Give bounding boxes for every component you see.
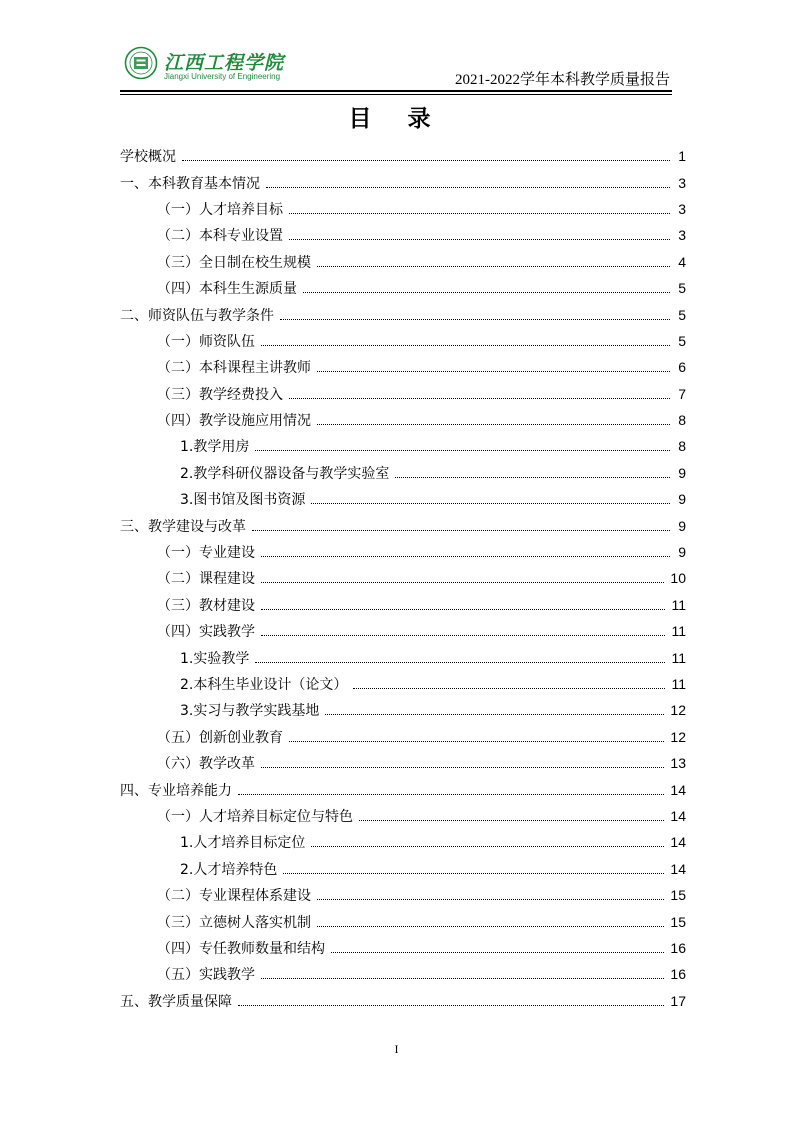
toc-dot-leader — [283, 872, 664, 874]
toc-entry[interactable] — [120, 539, 686, 565]
toc-entry[interactable] — [120, 486, 686, 512]
toc-entry[interactable] — [120, 908, 686, 934]
toc-entry[interactable] — [120, 935, 686, 961]
toc-dot-leader — [289, 212, 670, 214]
page-header — [120, 40, 672, 96]
footer-page-number: I — [394, 1042, 399, 1056]
toc-entry-label: （三）教学经费投入 — [157, 386, 283, 403]
toc-entry-page: 7 — [678, 385, 686, 402]
toc-dot-leader — [317, 370, 670, 372]
toc-dot-leader — [261, 766, 664, 768]
toc-entry-page: 10 — [670, 570, 686, 587]
toc-entry[interactable] — [120, 249, 686, 275]
report-title: 2021-2022学年本科教学质量报告 — [455, 72, 670, 88]
toc-entry-label: 五、教学质量保障 — [120, 993, 232, 1010]
toc-entry[interactable] — [120, 275, 686, 301]
toc-dot-leader — [331, 951, 664, 953]
university-emblem-icon — [124, 46, 158, 80]
toc-entry-label: （二）课程建设 — [157, 571, 255, 588]
toc-entry-page: 16 — [670, 966, 686, 983]
toc-dot-leader — [353, 687, 665, 689]
toc-dot-leader — [359, 819, 664, 821]
toc-title: 目 录 — [348, 106, 445, 132]
toc-entry-label: （四）本科生生源质量 — [157, 281, 297, 298]
toc-entry[interactable] — [120, 169, 686, 195]
header-rule-thick — [120, 90, 672, 92]
toc-entry[interactable] — [120, 328, 686, 354]
toc-entry[interactable] — [120, 301, 686, 327]
toc-entry-page: 11 — [671, 676, 686, 692]
toc-dot-leader — [317, 265, 670, 267]
toc-dot-leader — [182, 159, 670, 161]
toc-entry-page: 3 — [678, 227, 686, 244]
toc-entry-label: （四）实践教学 — [157, 624, 255, 641]
toc-entry-page: 15 — [670, 887, 686, 904]
logo-subtitle: Jiangxi University of Engineering — [164, 72, 281, 81]
toc-dot-leader — [317, 898, 664, 900]
toc-entry-label: （三）教材建设 — [157, 597, 255, 614]
toc-entry-label: 2.人才培养特色 — [180, 861, 278, 878]
toc-entry[interactable] — [120, 618, 686, 644]
toc-entry-page: 11 — [671, 623, 686, 640]
toc-entry-label: 2.教学科研仪器设备与教学实验室 — [180, 465, 390, 482]
toc-dot-leader — [311, 502, 670, 504]
toc-entry-page: 16 — [670, 939, 686, 956]
toc-entry-label: （五）实践教学 — [157, 967, 255, 984]
toc-dot-leader — [266, 186, 670, 188]
toc-entry-page: 13 — [670, 755, 686, 772]
toc-entry-page: 9 — [678, 464, 686, 481]
toc-entry[interactable] — [120, 407, 686, 433]
toc-entry-label: （四）教学设施应用情况 — [157, 413, 311, 430]
toc-entry-page: 6 — [678, 359, 686, 376]
toc-dot-leader — [395, 476, 670, 478]
toc-entry[interactable] — [120, 776, 686, 802]
toc-entry-label: 学校概况 — [120, 149, 176, 166]
toc-entry[interactable] — [120, 433, 686, 459]
toc-entry-label: （二）本科课程主讲教师 — [157, 360, 311, 377]
toc-dot-leader — [238, 793, 664, 795]
toc-entry-page: 9 — [678, 544, 686, 561]
toc-entry[interactable] — [120, 750, 686, 776]
toc-entry[interactable] — [120, 460, 686, 486]
toc-entry[interactable] — [120, 196, 686, 222]
toc-entry-page: 3 — [678, 174, 686, 191]
toc-dot-leader — [261, 555, 670, 557]
toc-dot-leader — [325, 713, 664, 715]
toc-entry-page: 3 — [678, 200, 686, 217]
toc-dot-leader — [303, 291, 670, 293]
toc-entry-label: 三、教学建设与改革 — [120, 518, 246, 535]
table-of-contents — [120, 143, 686, 1014]
toc-entry-label: 1.实验教学 — [180, 650, 250, 667]
toc-entry-label: （一）师资队伍 — [157, 333, 255, 350]
toc-entry[interactable] — [120, 724, 686, 750]
toc-entry[interactable] — [120, 856, 686, 882]
toc-entry-label: （四）专任教师数量和结构 — [157, 940, 325, 957]
toc-dot-leader — [261, 977, 664, 979]
toc-dot-leader — [311, 845, 664, 847]
toc-entry-label: （一）人才培养目标定位与特色 — [157, 808, 353, 825]
toc-entry-page: 9 — [678, 491, 686, 508]
toc-entry-page: 5 — [678, 280, 686, 297]
toc-dot-leader — [261, 608, 665, 610]
toc-entry-page: 4 — [678, 253, 686, 270]
toc-entry[interactable] — [120, 512, 686, 538]
toc-dot-leader — [289, 238, 670, 240]
toc-entry-page: 1 — [678, 148, 686, 165]
toc-dot-leader — [289, 397, 670, 399]
toc-entry-label: （二）本科专业设置 — [157, 228, 283, 245]
toc-entry-label: （二）专业课程体系建设 — [157, 888, 311, 905]
logo-name: 江西工程学院 — [164, 52, 285, 74]
toc-entry-label: （一）人才培养目标 — [157, 201, 283, 218]
toc-dot-leader — [289, 740, 664, 742]
toc-entry-page: 8 — [678, 412, 686, 429]
toc-dot-leader — [255, 449, 670, 451]
toc-entry[interactable] — [120, 882, 686, 908]
toc-entry-label: 四、专业培养能力 — [120, 782, 232, 799]
toc-entry-label: （一）专业建设 — [157, 545, 255, 562]
toc-entry-label: 2.本科生毕业设计（论文） — [180, 677, 348, 693]
toc-entry-label: 一、本科教育基本情况 — [120, 175, 260, 192]
toc-dot-leader — [252, 529, 670, 531]
toc-entry-label: （五）创新创业教育 — [157, 729, 283, 746]
toc-entry-label: 3.实习与教学实践基地 — [180, 703, 320, 720]
toc-entry[interactable] — [120, 565, 686, 591]
header-rule-thin — [120, 94, 672, 95]
toc-entry[interactable] — [120, 592, 686, 618]
toc-dot-leader — [317, 925, 664, 927]
toc-entry-page: 11 — [671, 649, 686, 666]
toc-entry[interactable] — [120, 222, 686, 248]
toc-entry[interactable] — [120, 644, 686, 670]
toc-entry-page: 14 — [670, 807, 686, 824]
toc-entry-page: 5 — [678, 332, 686, 349]
toc-entry-page: 14 — [670, 834, 686, 851]
toc-entry-label: 1.教学用房 — [180, 439, 250, 456]
toc-entry-page: 14 — [670, 860, 686, 877]
toc-dot-leader — [261, 344, 670, 346]
toc-entry-page: 14 — [670, 781, 686, 798]
toc-entry[interactable] — [120, 143, 686, 169]
toc-entry[interactable] — [120, 961, 686, 987]
toc-dot-leader — [261, 581, 664, 583]
toc-entry-label: （六）教学改革 — [157, 756, 255, 773]
toc-dot-leader — [238, 1004, 664, 1006]
toc-entry[interactable] — [120, 354, 686, 380]
toc-entry-page: 12 — [670, 728, 686, 745]
toc-entry-page: 15 — [670, 913, 686, 930]
toc-entry-label: 3.图书馆及图书资源 — [180, 492, 306, 509]
toc-entry-page: 11 — [671, 596, 686, 613]
toc-entry-label: （三）立德树人落实机制 — [157, 914, 311, 931]
toc-entry[interactable] — [120, 988, 686, 1014]
toc-dot-leader — [280, 318, 670, 320]
toc-entry[interactable] — [120, 803, 686, 829]
toc-entry-page: 17 — [670, 992, 686, 1009]
toc-entry-label: 二、师资队伍与教学条件 — [120, 307, 274, 324]
toc-entry[interactable] — [120, 381, 686, 407]
toc-dot-leader — [261, 634, 665, 636]
toc-entry-page: 5 — [678, 306, 686, 323]
toc-entry-page: 9 — [678, 517, 686, 534]
toc-dot-leader — [317, 423, 670, 425]
toc-entry[interactable] — [120, 829, 686, 855]
toc-entry-page: 12 — [670, 702, 686, 719]
toc-entry-label: （三）全日制在校生规模 — [157, 254, 311, 271]
toc-dot-leader — [255, 661, 665, 663]
toc-entry-label: 1.人才培养目标定位 — [180, 835, 306, 852]
toc-entry[interactable] — [120, 671, 686, 697]
university-logo — [124, 46, 284, 86]
toc-entry[interactable] — [120, 697, 686, 723]
toc-entry-page: 8 — [678, 438, 686, 455]
